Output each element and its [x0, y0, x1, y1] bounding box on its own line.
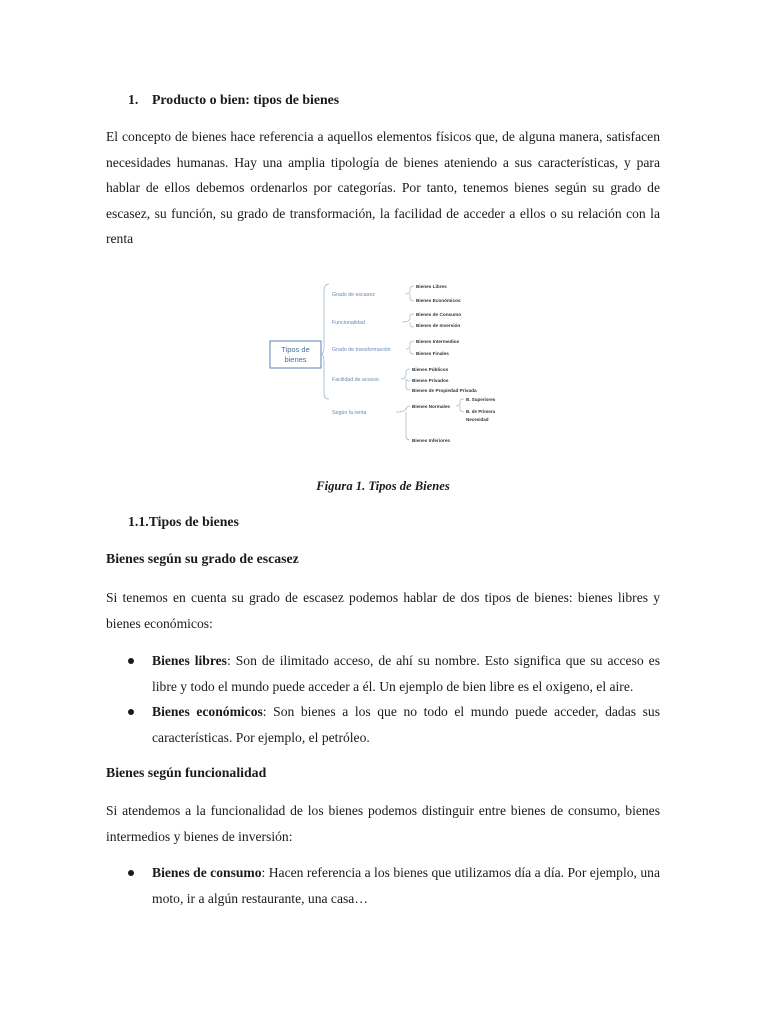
- bullet-icon: [128, 870, 134, 876]
- diagram-item: Bienes Económicos: [416, 298, 461, 303]
- diagram-item: Bienes de Consumo: [416, 312, 462, 317]
- diagram-item: Bienes Libres: [416, 284, 447, 289]
- diagram-category-transformacion: Grado de transformación: [332, 347, 391, 353]
- diagram-subitem: B. de Primera: [466, 409, 496, 414]
- list-item: [106, 648, 660, 699]
- bullet-icon: [128, 709, 134, 715]
- diagram-item: Bienes Públicos: [412, 367, 449, 372]
- subsection-number: 1.1.: [128, 514, 149, 529]
- diagram-item: Bienes Intermedios: [416, 339, 460, 344]
- diagram-subitem: Necesidad: [466, 417, 489, 422]
- list-item-text: : Son de ilimitado acceso, de ahí su nombre. Esto significa que su acceso es libre y todo el mundo puede acceder a él. Un ejemplo de bien libre es el oxigeno, el aire.: [152, 653, 660, 694]
- diagram-category-acceso: Facilidad de acceso: [332, 377, 379, 383]
- diagram-root-label: bienes: [284, 355, 307, 364]
- escasez-list: [106, 648, 660, 750]
- diagram-category-escasez: Grado de escasez: [332, 292, 375, 298]
- list-item-text: : Son bienes a los que no todo el mundo puede acceder, dadas sus características. Por ejemplo, el petróleo.: [152, 704, 661, 745]
- diagram-category-renta: Según la renta: [332, 410, 367, 416]
- diagram-item: Bienes Finales: [416, 351, 449, 356]
- section-number: 1.: [128, 92, 139, 107]
- diagram-item: Bienes Inferiores: [412, 438, 451, 443]
- funcionalidad-heading: Bienes según funcionalidad: [106, 765, 267, 780]
- bullet-icon: [128, 658, 134, 664]
- escasez-paragraph: Si tenemos en cuenta su grado de escasez podemos hablar de dos tipos de bienes: bienes libres y bienes económicos:: [106, 590, 660, 631]
- funcionalidad-paragraph: Si atendemos a la funcionalidad de los bienes podemos distinguir entre bienes de consumo, bienes intermedios y bienes de inversión:: [106, 803, 660, 844]
- list-item-term: Bienes de consumo: [152, 865, 262, 880]
- diagram-item: Bienes Privados: [412, 378, 449, 383]
- list-item-term: Bienes libres: [152, 653, 227, 668]
- figure-caption: Figura 1. Tipos de Bienes: [316, 479, 450, 493]
- intro-paragraph: El concepto de bienes hace referencia a aquellos elementos físicos que, de alguna manera, satisfacen necesidades humanas. Hay una amplia tipología de bienes ateniendo a sus características, y para hablar de ellos debemos ordenarlos por categorías. Por tanto, tenemos bienes según su grado de escasez, su función, su grado de transformación, la facilidad de acceder a ellos o su relación con la renta: [106, 129, 660, 246]
- list-item: [106, 699, 660, 750]
- diagram-item: Bienes Normales: [412, 404, 451, 409]
- types-of-goods-diagram: [260, 264, 512, 454]
- escasez-heading: Bienes según su grado de escasez: [106, 551, 299, 566]
- list-item-term: Bienes económicos: [152, 704, 263, 719]
- list-item: [106, 860, 660, 911]
- diagram-item: Bienes de Inversión: [416, 323, 461, 328]
- list-item-text: : Hacen referencia a los bienes que utilizamos día a día. Por ejemplo, una moto, ir a algún restaurante, una casa…: [152, 865, 660, 906]
- diagram-category-funcionalidad: Funcionalidad: [332, 320, 365, 326]
- section-title: Producto o bien: tipos de bienes: [152, 92, 340, 107]
- diagram-subitem: B. Superiores: [466, 397, 496, 402]
- diagram-item: Bienes de Propiedad Privada: [412, 388, 477, 393]
- diagram-root-label: Tipos de: [281, 345, 310, 354]
- subsection-title: Tipos de bienes: [148, 514, 239, 529]
- funcionalidad-list: [106, 860, 660, 911]
- section-heading: [128, 92, 339, 108]
- subsection-heading: [128, 514, 239, 530]
